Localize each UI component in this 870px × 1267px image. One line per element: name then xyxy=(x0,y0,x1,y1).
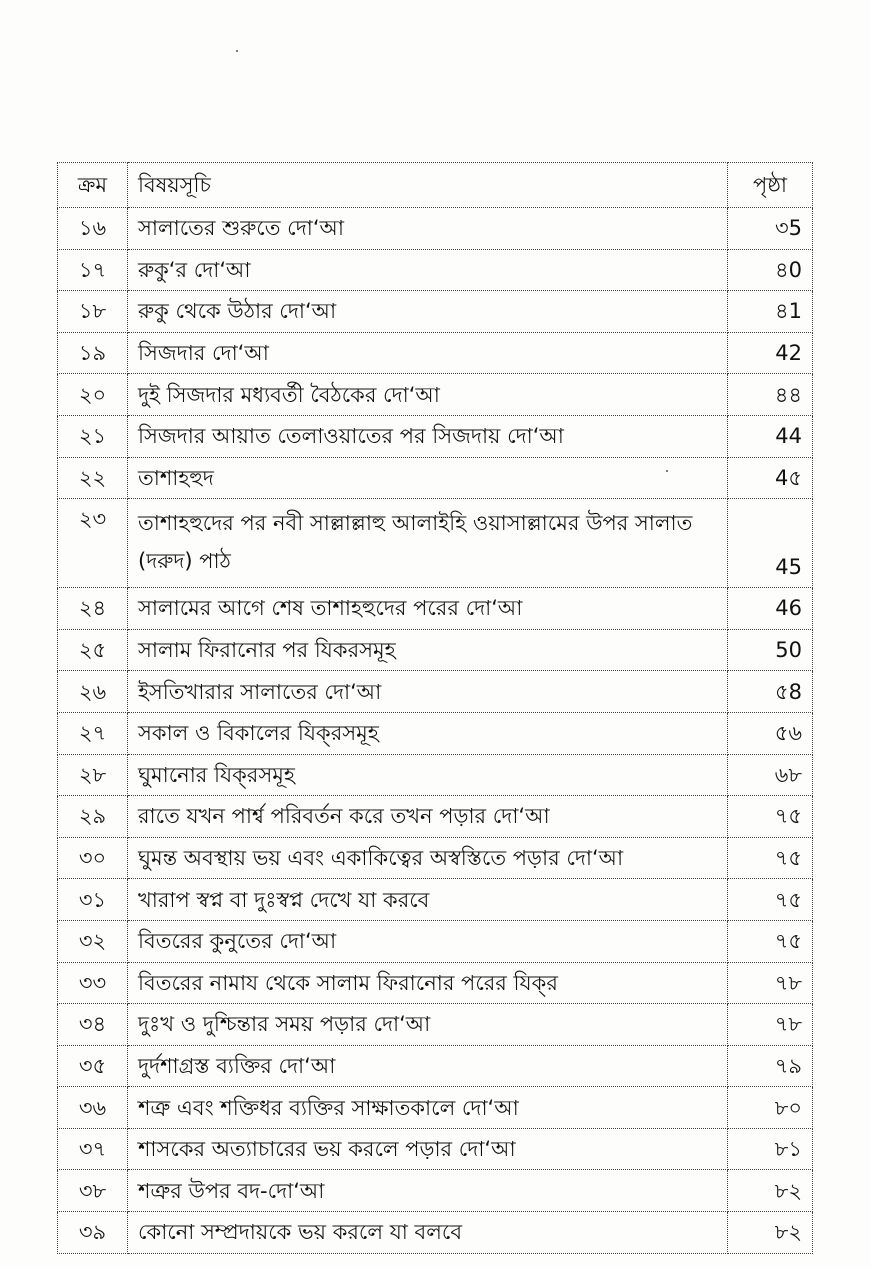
row-topic: সকাল ও বিকালের যিক্‌রসমূহ xyxy=(128,712,728,754)
row-page: ৭৯ xyxy=(728,1045,813,1087)
row-page: 50 xyxy=(728,629,813,671)
row-topic: সিজদার দো‘আ xyxy=(128,332,728,374)
row-page: 42 xyxy=(728,332,813,374)
row-topic: তাশাহহুদের পর নবী সাল্লাল্লাহু আলাইহি ওয়াসাল্লামের উপর সালাত (দরুদ) পাঠ xyxy=(128,499,728,588)
table-row xyxy=(58,629,813,671)
row-topic: সালাতের শুরুতে দো‘আ xyxy=(128,208,728,250)
row-number: ২৭ xyxy=(58,712,128,754)
row-page: ৮২ xyxy=(728,1212,813,1254)
row-page: ৭৮ xyxy=(728,962,813,1004)
row-number: ২৫ xyxy=(58,629,128,671)
table-row xyxy=(58,374,813,416)
row-number: ২১ xyxy=(58,415,128,457)
table-row xyxy=(58,499,813,588)
row-topic: বিতরের নামায থেকে সালাম ফিরানোর পরের যিক্‌র xyxy=(128,962,728,1004)
row-number: ২৮ xyxy=(58,754,128,796)
header-page: পৃষ্ঠা xyxy=(728,163,813,208)
row-number: ২৪ xyxy=(58,588,128,630)
row-number: ১৯ xyxy=(58,332,128,374)
row-number: ১৮ xyxy=(58,291,128,333)
table-body xyxy=(58,208,813,1254)
row-topic: সালামের আগে শেষ তাশাহহুদের পরের দো‘আ xyxy=(128,588,728,630)
row-topic: দুঃখ ও দুশ্চিন্তার সময় পড়ার দো‘আ xyxy=(128,1004,728,1046)
row-number: ১৬ xyxy=(58,208,128,250)
row-number: ২৬ xyxy=(58,671,128,713)
row-topic: রাতে যখন পার্শ্ব পরিবর্তন করে তখন পড়ার দো‘আ xyxy=(128,796,728,838)
row-page: ৮১ xyxy=(728,1128,813,1170)
table-row xyxy=(58,1045,813,1087)
table-row xyxy=(58,920,813,962)
row-number: ৩৯ xyxy=(58,1212,128,1254)
row-topic: ইসতিখারার সালাতের দো‘আ xyxy=(128,671,728,713)
table-row xyxy=(58,712,813,754)
table-row xyxy=(58,332,813,374)
table-row xyxy=(58,1128,813,1170)
row-topic: শত্রু এবং শক্তিধর ব্যক্তির সাক্ষাতকালে দো‘আ xyxy=(128,1087,728,1129)
row-topic: কোনো সম্প্রদায়কে ভয় করলে যা বলবে xyxy=(128,1212,728,1254)
table-row xyxy=(58,796,813,838)
table-row xyxy=(58,291,813,333)
row-page: ৫৬ xyxy=(728,712,813,754)
row-topic: তাশাহহুদ xyxy=(128,457,728,499)
row-page: ৩5 xyxy=(728,208,813,250)
table-row xyxy=(58,1212,813,1254)
header-number: ক্রম xyxy=(58,163,128,208)
row-topic: সালাম ফিরানোর পর যিকরসমূহ xyxy=(128,629,728,671)
row-number: ৩৩ xyxy=(58,962,128,1004)
row-page: ৫8 xyxy=(728,671,813,713)
scan-speck xyxy=(236,50,238,52)
row-page: ৭৫ xyxy=(728,920,813,962)
table-row xyxy=(58,1004,813,1046)
row-number: ৩১ xyxy=(58,879,128,921)
row-page: ৭৫ xyxy=(728,796,813,838)
row-number: ২৩ xyxy=(58,499,128,588)
table-header xyxy=(58,163,813,208)
row-number: ৩২ xyxy=(58,920,128,962)
row-topic: ঘুমানোর যিক্‌রসমূহ xyxy=(128,754,728,796)
header-row xyxy=(58,163,813,208)
row-page: ৭৫ xyxy=(728,837,813,879)
row-page: 45 xyxy=(728,499,813,588)
row-number: ২২ xyxy=(58,457,128,499)
row-page: ৭৫ xyxy=(728,879,813,921)
row-page: 46 xyxy=(728,588,813,630)
table-row xyxy=(58,415,813,457)
row-topic: ঘুমন্ত অবস্থায় ভয় এবং একাকিত্বের অস্বস্তিতে পড়ার দো‘আ xyxy=(128,837,728,879)
row-page: ৭৮ xyxy=(728,1004,813,1046)
table-row xyxy=(58,879,813,921)
row-topic: দুর্দশাগ্রস্ত ব্যক্তির দো‘আ xyxy=(128,1045,728,1087)
row-number: ২০ xyxy=(58,374,128,416)
table-row xyxy=(58,208,813,250)
row-number: ৩০ xyxy=(58,837,128,879)
table-row xyxy=(58,1170,813,1212)
row-topic: রুকু থেকে উঠার দো‘আ xyxy=(128,291,728,333)
row-page: ৮০ xyxy=(728,1087,813,1129)
row-page: ৪৪ xyxy=(728,374,813,416)
table-row xyxy=(58,671,813,713)
row-topic: রুকু‘র দো‘আ xyxy=(128,249,728,291)
row-topic: সিজদার আয়াত তেলাওয়াতের পর সিজদায় দো‘আ xyxy=(128,415,728,457)
row-number: ৩৮ xyxy=(58,1170,128,1212)
table-row xyxy=(58,1087,813,1129)
table-row xyxy=(58,837,813,879)
row-number: ৩৪ xyxy=(58,1004,128,1046)
row-topic: বিতরের কুনুতের দো‘আ xyxy=(128,920,728,962)
row-topic: শত্রুর উপর বদ-দো‘আ xyxy=(128,1170,728,1212)
table-row xyxy=(58,962,813,1004)
row-page: ৪0 xyxy=(728,249,813,291)
row-number: ৩৬ xyxy=(58,1087,128,1129)
row-topic: খারাপ স্বপ্ন বা দুঃস্বপ্ন দেখে যা করবে xyxy=(128,879,728,921)
table-row xyxy=(58,457,813,499)
table-row xyxy=(58,754,813,796)
row-page: ৬৮ xyxy=(728,754,813,796)
row-topic: দুই সিজদার মধ্যবর্তী বৈঠকের দো‘আ xyxy=(128,374,728,416)
row-page: ৮২ xyxy=(728,1170,813,1212)
row-number: ৩৭ xyxy=(58,1128,128,1170)
row-number: ২৯ xyxy=(58,796,128,838)
row-number: ১৭ xyxy=(58,249,128,291)
row-topic: শাসকের অত্যাচারের ভয় করলে পড়ার দো‘আ xyxy=(128,1128,728,1170)
row-page: 4৫ xyxy=(728,457,813,499)
row-page: 44 xyxy=(728,415,813,457)
table-row xyxy=(58,588,813,630)
row-page: ৪1 xyxy=(728,291,813,333)
table-of-contents xyxy=(57,162,813,1254)
header-topic: বিষয়সূচি xyxy=(128,163,728,208)
row-number: ৩৫ xyxy=(58,1045,128,1087)
table-row xyxy=(58,249,813,291)
